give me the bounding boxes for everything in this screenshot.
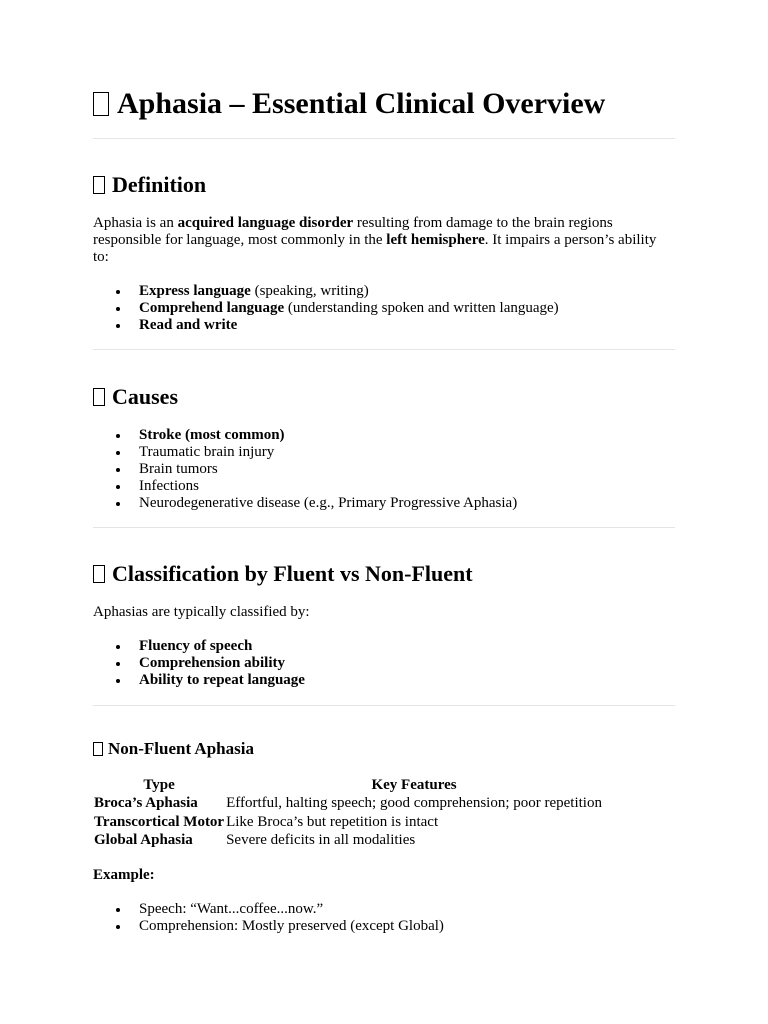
list-item: Brain tumors	[139, 461, 517, 478]
list-item: Ability to repeat language	[139, 672, 305, 688]
classification-intro: Aphasias are typically classified by:	[93, 604, 310, 620]
missing-emoji-icon	[93, 92, 109, 116]
list-item: Stroke (most common)	[139, 427, 517, 444]
missing-emoji-icon	[93, 388, 105, 406]
features-cell: Like Broca’s but repetition is intact	[226, 813, 439, 830]
features-cell: Severe deficits in all modalities	[226, 832, 416, 849]
list-item: Fluency of speech	[139, 638, 305, 655]
classification-list	[93, 638, 305, 689]
column-header-type: Type	[143, 776, 175, 793]
example-label: Example:	[93, 867, 155, 883]
features-cell: Effortful, halting speech; good comprehension; poor repetition	[226, 795, 602, 812]
column-header-key-features: Key Features	[371, 776, 457, 793]
list-item: Comprehend language (understanding spoken and written language)	[139, 300, 559, 316]
missing-emoji-icon	[93, 565, 105, 583]
table-row	[93, 832, 603, 851]
classification-heading: Classification by Fluent vs Non-Fluent	[93, 561, 473, 587]
type-cell: Global Aphasia	[94, 832, 193, 849]
missing-emoji-icon	[93, 742, 103, 756]
divider	[93, 527, 675, 528]
aphasia-types-table	[93, 776, 603, 850]
example-list	[93, 901, 444, 935]
page-title: Aphasia – Essential Clinical Overview	[93, 86, 605, 122]
type-cell: Transcortical Motor	[94, 813, 225, 830]
causes-list	[93, 427, 517, 512]
divider	[93, 349, 675, 350]
causes-heading: Causes	[93, 384, 178, 410]
non-fluent-heading: Non-Fluent Aphasia	[93, 739, 254, 759]
table-row	[93, 813, 603, 832]
list-item: Read and write	[139, 317, 559, 334]
divider	[93, 705, 675, 706]
list-item: Neurodegenerative disease (e.g., Primary Progressive Aphasia)	[139, 495, 518, 511]
table-header-row	[93, 776, 603, 795]
list-item: Traumatic brain injury	[139, 444, 517, 461]
definition-paragraph: Aphasia is an acquired language disorder resulting from damage to the brain regions responsible for language, most commonly in the left hemisphere. It impairs a person’s ability to:	[93, 215, 657, 265]
list-item: Comprehension: Mostly preserved (except Global)	[139, 918, 444, 934]
list-item: Speech: “Want...coffee...now.”	[139, 901, 444, 918]
missing-emoji-icon	[93, 176, 105, 194]
list-item: Express language (speaking, writing)	[139, 283, 559, 300]
definition-heading: Definition	[93, 172, 206, 198]
definition-list	[93, 283, 559, 334]
list-item: Infections	[139, 478, 517, 495]
type-cell: Broca’s Aphasia	[94, 795, 198, 812]
table-row	[93, 795, 603, 814]
divider	[93, 138, 675, 139]
list-item: Comprehension ability	[139, 655, 305, 672]
